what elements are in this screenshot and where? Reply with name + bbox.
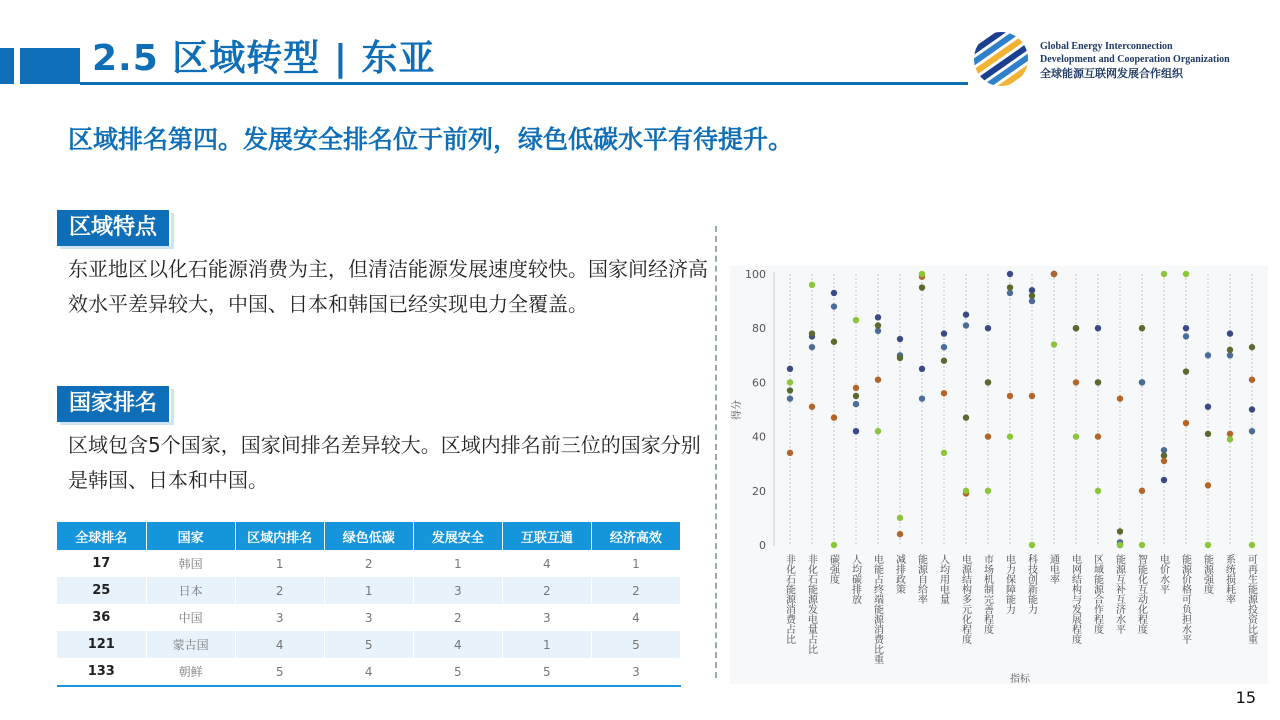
table-cell: 中国 — [146, 604, 235, 631]
data-point — [897, 336, 903, 342]
table-cell: 25 — [57, 577, 146, 604]
table-cell: 2 — [324, 550, 413, 577]
globe-logo-icon — [972, 30, 1030, 88]
data-point — [1161, 458, 1167, 464]
x-tick-label: 电力保障能力 — [1003, 554, 1015, 614]
data-point — [1007, 433, 1013, 439]
data-point — [919, 284, 925, 290]
column-header: 国家 — [146, 522, 235, 550]
x-tick-label: 能源强度 — [1201, 554, 1213, 594]
data-point — [985, 325, 991, 331]
table-cell: 韩国 — [146, 550, 235, 577]
table-cell: 4 — [413, 631, 502, 658]
table-cell: 5 — [591, 631, 680, 658]
data-point — [1227, 347, 1233, 353]
y-axis-label: 得分 — [732, 400, 743, 420]
data-point — [1205, 482, 1211, 488]
data-point — [985, 488, 991, 494]
column-header: 互联互通 — [502, 522, 591, 550]
data-point — [963, 488, 969, 494]
x-tick-label: 非化石能源消费占比 — [783, 554, 795, 644]
table-cell: 2 — [591, 577, 680, 604]
data-point — [1205, 431, 1211, 437]
data-point — [809, 344, 815, 350]
data-point — [787, 450, 793, 456]
table-cell: 1 — [235, 550, 324, 577]
table-row — [57, 550, 681, 577]
data-point — [853, 393, 859, 399]
table-cell: 2 — [413, 604, 502, 631]
column-header: 全球排名 — [57, 522, 146, 550]
data-point — [875, 322, 881, 328]
data-point — [853, 401, 859, 407]
x-tick-label: 电价水平 — [1157, 554, 1169, 594]
data-point — [1139, 488, 1145, 494]
data-point — [1095, 433, 1101, 439]
x-tick-label: 通电率 — [1047, 554, 1059, 584]
table-row — [57, 631, 681, 658]
ranking-text: 区域包含5个国家，国家间排名差异较大。区域内排名前三位的国家分别是韩国、日本和中国。 — [68, 433, 701, 492]
column-header: 绿色低碳 — [324, 522, 413, 550]
table-cell: 2 — [502, 577, 591, 604]
x-tick-label: 非化石能源发电量占比 — [805, 554, 817, 654]
table-cell: 3 — [591, 658, 680, 686]
x-tick-label: 碳强度 — [827, 554, 839, 584]
data-point — [1227, 436, 1233, 442]
header-accent-block-small — [0, 48, 14, 84]
data-point — [985, 379, 991, 385]
data-point — [1029, 292, 1035, 298]
data-point — [941, 390, 947, 396]
data-point — [831, 542, 837, 548]
ranking-tag: 国家排名 — [57, 386, 171, 422]
data-point — [809, 282, 815, 288]
x-tick-label: 人均碳排放 — [849, 554, 861, 604]
headline: 区域排名第四。发展安全排名位于前列，绿色低碳水平有待提升。 — [68, 125, 794, 154]
features-text: 东亚地区以化石能源消费为主，但清洁能源发展速度较快。国家间经济高效水平差异较大，中国、日本和韩国已经实现电力全覆盖。 — [68, 257, 708, 316]
data-point — [1249, 428, 1255, 434]
table-cell: 4 — [235, 631, 324, 658]
data-point — [1139, 542, 1145, 548]
y-tick-label: 40 — [752, 430, 766, 444]
data-point — [1073, 325, 1079, 331]
data-point — [875, 428, 881, 434]
data-point — [1007, 271, 1013, 277]
x-tick-label: 减排政策 — [893, 554, 905, 594]
data-point — [985, 433, 991, 439]
data-point — [897, 355, 903, 361]
org-name-en-line1: Global Energy Interconnection — [1040, 41, 1173, 52]
y-tick-label: 20 — [752, 484, 766, 498]
table-row — [57, 658, 681, 686]
data-point — [787, 366, 793, 372]
column-header: 发展安全 — [413, 522, 502, 550]
data-point — [1183, 271, 1189, 277]
features-tag: 区域特点 — [57, 210, 171, 246]
data-point — [963, 414, 969, 420]
x-tick-label: 能源价格可负担水平 — [1179, 554, 1191, 644]
table-cell: 5 — [235, 658, 324, 686]
x-tick-label: 电源结构多元化程度 — [959, 554, 971, 644]
table-cell: 1 — [324, 577, 413, 604]
table-cell: 1 — [413, 550, 502, 577]
data-point — [919, 395, 925, 401]
data-point — [1249, 542, 1255, 548]
data-point — [1095, 488, 1101, 494]
table-cell: 蒙古国 — [146, 631, 235, 658]
data-point — [897, 515, 903, 521]
data-point — [1095, 325, 1101, 331]
table-cell: 日本 — [146, 577, 235, 604]
table-row — [57, 577, 681, 604]
data-point — [1249, 406, 1255, 412]
data-point — [963, 322, 969, 328]
table-cell: 4 — [324, 658, 413, 686]
data-point — [853, 317, 859, 323]
table-cell: 朝鲜 — [146, 658, 235, 686]
data-point — [1073, 433, 1079, 439]
organization-name — [1040, 40, 1230, 81]
x-tick-label: 能源自给率 — [915, 554, 927, 604]
table-cell: 3 — [324, 604, 413, 631]
data-point — [1249, 376, 1255, 382]
x-tick-label: 电能占终端能源消费比重 — [871, 554, 883, 664]
column-header: 经济高效 — [591, 522, 680, 550]
x-axis-label: 指标 — [1010, 674, 1030, 684]
data-point — [1183, 368, 1189, 374]
data-point — [1161, 477, 1167, 483]
data-point — [1117, 528, 1123, 534]
data-point — [831, 414, 837, 420]
data-point — [875, 376, 881, 382]
table-cell: 3 — [413, 577, 502, 604]
page-title: 2.5 区域转型 | 东亚 — [92, 38, 436, 79]
y-tick-label: 60 — [752, 376, 766, 390]
page-number: 15 — [1235, 688, 1256, 707]
table-cell: 36 — [57, 604, 146, 631]
table-header-row — [57, 522, 681, 550]
x-tick-label: 科技创新能力 — [1025, 554, 1037, 614]
data-point — [1095, 379, 1101, 385]
data-point — [919, 366, 925, 372]
data-point — [1205, 404, 1211, 410]
data-point — [831, 290, 837, 296]
data-point — [1073, 379, 1079, 385]
data-point — [941, 344, 947, 350]
indicator-score-dot-chart — [730, 266, 1268, 684]
x-tick-label: 系统损耗率 — [1223, 554, 1235, 604]
table-cell: 17 — [57, 550, 146, 577]
data-point — [787, 395, 793, 401]
data-point — [1249, 344, 1255, 350]
data-point — [1205, 352, 1211, 358]
data-point — [1029, 393, 1035, 399]
table-cell: 4 — [502, 550, 591, 577]
x-tick-label: 市场机制完善程度 — [981, 554, 993, 634]
header-underline — [80, 82, 968, 85]
data-point — [941, 450, 947, 456]
data-point — [853, 428, 859, 434]
org-name-en-line2: Development and Cooperation Organization — [1040, 54, 1230, 65]
org-name-zh: 全球能源互联网发展合作组织 — [1040, 67, 1183, 80]
data-point — [1007, 284, 1013, 290]
header-accent-block — [20, 48, 80, 84]
data-point — [1029, 542, 1035, 548]
data-point — [1183, 333, 1189, 339]
data-point — [809, 330, 815, 336]
data-point — [1051, 271, 1057, 277]
data-point — [831, 303, 837, 309]
x-tick-label: 电网结构与发展程度 — [1069, 554, 1081, 644]
data-point — [853, 385, 859, 391]
data-point — [1007, 393, 1013, 399]
data-point — [941, 330, 947, 336]
data-point — [831, 339, 837, 345]
data-point — [787, 379, 793, 385]
table-cell: 1 — [591, 550, 680, 577]
x-tick-label: 能源互补互济水平 — [1113, 554, 1125, 634]
data-point — [1183, 325, 1189, 331]
data-point — [963, 311, 969, 317]
data-point — [787, 387, 793, 393]
country-ranking-table — [57, 522, 681, 687]
data-point — [875, 314, 881, 320]
data-point — [897, 531, 903, 537]
column-divider — [715, 226, 717, 678]
data-point — [1205, 542, 1211, 548]
table-cell: 5 — [413, 658, 502, 686]
table-cell: 121 — [57, 631, 146, 658]
table-cell: 2 — [235, 577, 324, 604]
table-cell: 5 — [502, 658, 591, 686]
y-tick-label: 80 — [752, 322, 766, 336]
y-tick-label: 100 — [745, 268, 766, 281]
y-tick-label: 0 — [759, 539, 766, 552]
data-point — [1183, 420, 1189, 426]
data-point — [1161, 271, 1167, 277]
x-tick-label: 区域能源合作程度 — [1091, 554, 1103, 634]
table-cell: 1 — [502, 631, 591, 658]
data-point — [1117, 542, 1123, 548]
data-point — [919, 271, 925, 277]
data-point — [1051, 341, 1057, 347]
data-point — [1227, 330, 1233, 336]
table-cell: 3 — [235, 604, 324, 631]
x-tick-label: 可再生能源投资比重 — [1245, 554, 1257, 644]
table-cell: 4 — [591, 604, 680, 631]
x-tick-label: 人均用电量 — [937, 554, 949, 604]
column-header: 区域内排名 — [235, 522, 324, 550]
data-point — [941, 358, 947, 364]
data-point — [1139, 325, 1145, 331]
data-point — [1117, 395, 1123, 401]
table-row — [57, 604, 681, 631]
table-cell: 5 — [324, 631, 413, 658]
data-point — [1139, 379, 1145, 385]
data-point — [809, 404, 815, 410]
x-tick-label: 智能化互动化程度 — [1135, 554, 1147, 634]
table-cell: 133 — [57, 658, 146, 686]
table-cell: 3 — [502, 604, 591, 631]
